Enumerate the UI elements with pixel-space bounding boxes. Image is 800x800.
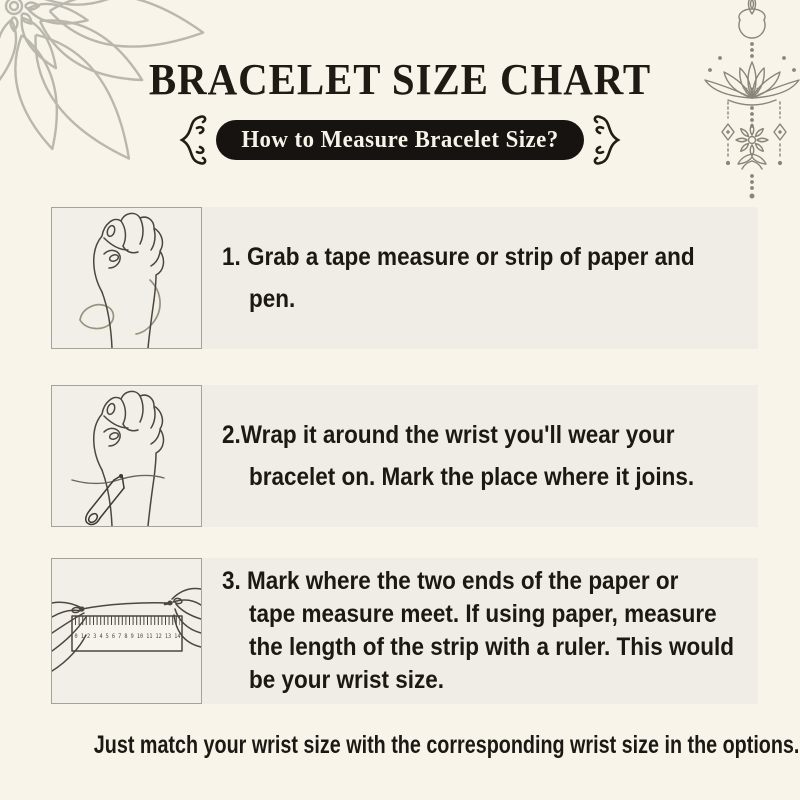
step-2-illustration-box	[51, 385, 202, 527]
step-3-row	[51, 558, 758, 704]
subtitle-label: How to Measure Bracelet Size?	[241, 126, 559, 153]
page-title: BRACELET SIZE CHART	[148, 55, 652, 104]
step-3-line-1: 3. Mark where the two ends of the paper or	[222, 567, 679, 595]
step-1-line-1: 1. Grab a tape measure or strip of paper and	[222, 243, 695, 271]
ruler-numbers: 0 1 2 3 4 5 6 7 8 9 10 11 12 13 14	[74, 633, 181, 640]
hand-wrapping-wrist-with-pen-icon	[52, 386, 201, 526]
step-3-text	[202, 558, 791, 704]
step-3-line-3: the length of the strip with a ruler. This would	[249, 633, 735, 661]
footer-note	[0, 731, 800, 760]
step-2-line-1: 2.Wrap it around the wrist you'll wear your	[222, 421, 675, 449]
step-1-row	[51, 207, 758, 349]
step-3-line-4: be your wrist size.	[249, 666, 445, 694]
subtitle-row	[0, 116, 800, 164]
hand-with-string-loop-icon	[52, 208, 201, 348]
step-3-illustration-box	[51, 558, 202, 704]
step-1-text	[202, 207, 758, 349]
hands-measuring-strip-with-ruler-icon	[52, 559, 201, 703]
subtitle-pill	[216, 120, 584, 160]
step-2-row	[51, 385, 758, 527]
step-1-illustration-box	[51, 207, 202, 349]
step-2-text	[202, 385, 758, 527]
step-3-line-2: tape measure meet. If using paper, measure	[249, 600, 717, 628]
footer-text: Just match your wrist size with the corresponding wrist size in the options.	[93, 731, 800, 759]
step-2-line-2: bracelet on. Mark the place where it joins.	[249, 463, 695, 491]
step-1-line-2: pen.	[249, 285, 296, 313]
flourish-left-icon	[173, 114, 207, 166]
flourish-right-icon	[593, 114, 627, 166]
